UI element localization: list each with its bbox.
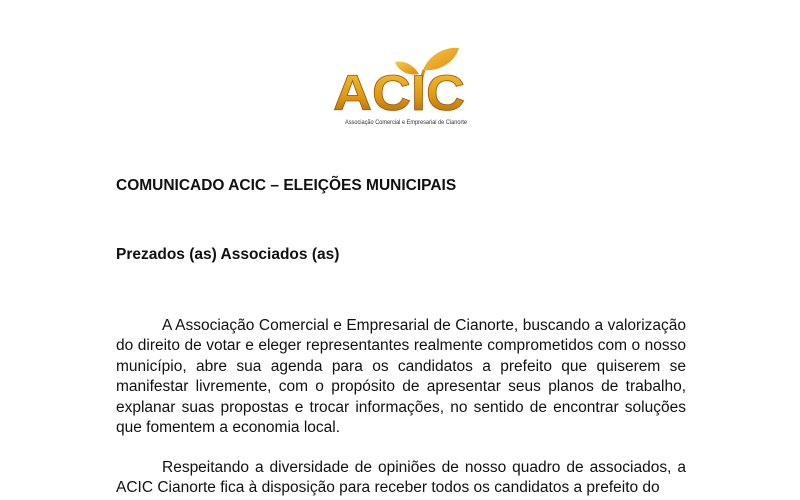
logo-tagline: Associação Comercial e Empresarial de Cianorte (345, 119, 468, 126)
paragraph: A Associação Comercial e Empresarial de Cianorte, buscando a valorização do direito de votar e eleger representantes realmente comprometidos com o nosso município, abre sua agenda para os candidatos a prefeito que quiserem se manifestar livremente, com o propósito de apresentar seus planos de trabalho, explanar suas propostas e trocar informações, no sentido de encontrar soluções que fomentem a economia local. (116, 317, 686, 437)
paragraph: Respeitando a diversidade de opiniões de nosso quadro de associados, a ACIC Cianorte fica à disposição para receber todos os candidatos a prefeito do (116, 459, 686, 497)
logo-wordmark: ACIC (333, 65, 465, 121)
document-title: COMUNICADO ACIC – ELEIÇÕES MUNICIPAIS (116, 177, 457, 194)
acic-logo (325, 40, 475, 130)
acic-logo-graphic (325, 40, 475, 130)
salutation: Prezados (as) Associados (as) (116, 246, 340, 263)
